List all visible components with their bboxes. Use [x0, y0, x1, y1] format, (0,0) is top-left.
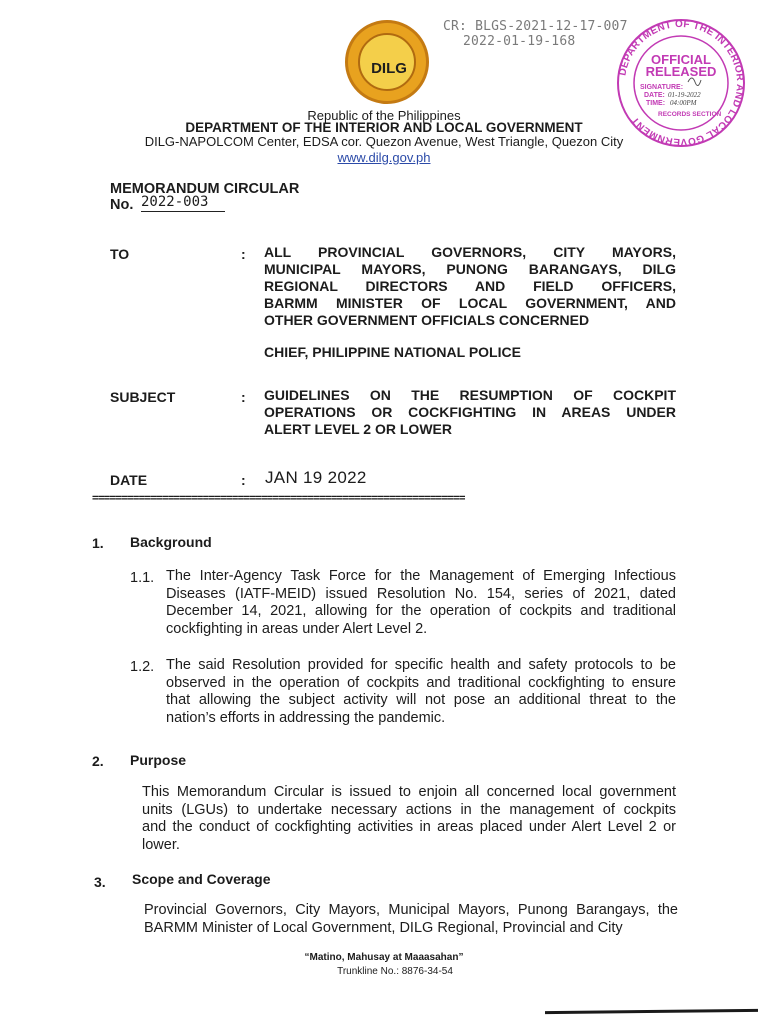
to-label: TO	[110, 246, 130, 262]
stamp-status-top: OFFICIAL	[651, 52, 711, 67]
date-colon: :	[241, 472, 246, 488]
section-3-number: 3.	[94, 874, 106, 890]
header-republic: Republic of the Philippines	[307, 108, 461, 123]
subject-line: GUIDELINES ON THE RESUMPTION OF COCKPIT	[264, 387, 676, 403]
divider-line: ================================================================	[92, 493, 465, 503]
section-2-title: Purpose	[130, 752, 187, 768]
stamp-date-value: 01-19-2022	[668, 91, 701, 99]
to-recipients	[264, 244, 676, 329]
footer-motto: “Matino, Mahusay at Maaasahan”	[304, 952, 464, 963]
section-1-number: 1.	[92, 535, 104, 551]
para-1-1-number: 1.1.	[130, 570, 155, 586]
stamp-signature-label: SIGNATURE:	[640, 84, 684, 91]
para-line: and the conduct of cockfighting activities in areas placed under Alert Level 2 or	[142, 819, 676, 835]
para-line: that allowing the subject activity will not pose an additional threat to the	[166, 692, 676, 708]
memo-number-label: No.	[110, 197, 134, 213]
para-line: BARMM Minister of Local Government, DILG Regional, Provincial and City	[144, 919, 623, 936]
header-department: DEPARTMENT OF THE INTERIOR AND LOCAL GOVERNMENT	[185, 120, 583, 135]
section-1-title: Background	[130, 534, 212, 550]
para-line: Diseases (IATF-MEID) issued Resolution No. 154, series of 2021, dated	[166, 585, 676, 602]
stamp-time-label: TIME:	[646, 100, 666, 107]
memo-title: MEMORANDUM CIRCULAR	[110, 181, 300, 197]
subject-line: ALERT LEVEL 2 OR LOWER	[264, 421, 452, 437]
to-line: OTHER GOVERNMENT OFFICIALS CONCERNED	[264, 312, 590, 328]
footer-rule	[545, 1009, 758, 1014]
section-2-number: 2.	[92, 753, 104, 769]
stamp-ring-text: DEPARTMENT OF THE INTERIOR AND LOCAL GOVERNMENT	[617, 18, 746, 148]
purpose-paragraph	[142, 784, 676, 854]
subject-label: SUBJECT	[110, 389, 176, 405]
subject-colon: :	[241, 389, 246, 405]
para-line: The Inter-Agency Task Force for the Management of Emerging Infectious	[166, 568, 676, 584]
subject-line: OPERATIONS OR COCKFIGHTING IN AREAS UNDER	[264, 404, 676, 420]
para-1-2-number: 1.2.	[130, 659, 155, 675]
to-line: BARMM MINISTER OF LOCAL GOVERNMENT, AND	[264, 295, 676, 311]
footer-trunkline: Trunkline No.: 8876-34-54	[337, 966, 453, 977]
para-line: cockfighting in areas under Alert Level 2.	[166, 620, 428, 637]
control-number	[443, 19, 628, 49]
to-extra: CHIEF, PHILIPPINE NATIONAL POLICE	[264, 344, 521, 360]
stamp-status-bottom: RELEASED	[645, 64, 717, 79]
stamp-signature-mark	[688, 78, 701, 86]
seal-text: DILG	[371, 60, 407, 77]
para-line: December 14, 2021, allowing for the operation of cockpits and traditional	[166, 603, 676, 619]
para-line: lower.	[142, 836, 180, 853]
section-3-title: Scope and Coverage	[132, 871, 271, 887]
para-line: units (LGUs) to undertake necessary actions in the management of cockpits	[142, 801, 676, 818]
scope-paragraph	[144, 902, 678, 937]
to-colon: :	[241, 246, 246, 262]
header-website-link[interactable]: www.dilg.gov.ph	[337, 150, 431, 165]
to-line: ALL PROVINCIAL GOVERNORS, CITY MAYORS,	[264, 244, 676, 260]
stamp-time-value: 04:00PM	[670, 99, 697, 107]
date-label: DATE	[110, 472, 148, 488]
dilg-seal	[345, 20, 429, 104]
to-line: MUNICIPAL MAYORS, PUNONG BARANGAYS, DILG	[264, 261, 676, 277]
para-line: nation’s efforts in addressing the pandemic.	[166, 709, 446, 726]
para-1-2	[166, 657, 676, 727]
control-number-line2: 2022-01-19-168	[463, 34, 576, 49]
control-number-line1: CR: BLGS-2021-12-17-007	[443, 19, 628, 34]
para-line: The said Resolution provided for specific health and safety protocols to be	[166, 657, 676, 673]
header-address: DILG-NAPOLCOM Center, EDSA cor. Quezon Avenue, West Triangle, Quezon City	[144, 134, 624, 149]
subject-text	[264, 387, 676, 438]
para-line: observed in the operation of cockpits and traditional cockfighting to ensure	[166, 674, 676, 691]
memo-number-value: 2022-003	[141, 194, 225, 212]
stamp-records: RECORDS SECTION	[658, 111, 722, 118]
para-line: Provincial Governors, City Mayors, Municipal Mayors, Punong Barangays, the	[144, 902, 678, 918]
para-1-1	[166, 568, 676, 638]
stamp-date-label: DATE:	[644, 92, 665, 99]
to-line: REGIONAL DIRECTORS AND FIELD OFFICERS,	[264, 278, 676, 294]
para-line: This Memorandum Circular is issued to enjoin all concerned local government	[142, 784, 676, 800]
date-value: JAN 19 2022	[265, 468, 367, 487]
